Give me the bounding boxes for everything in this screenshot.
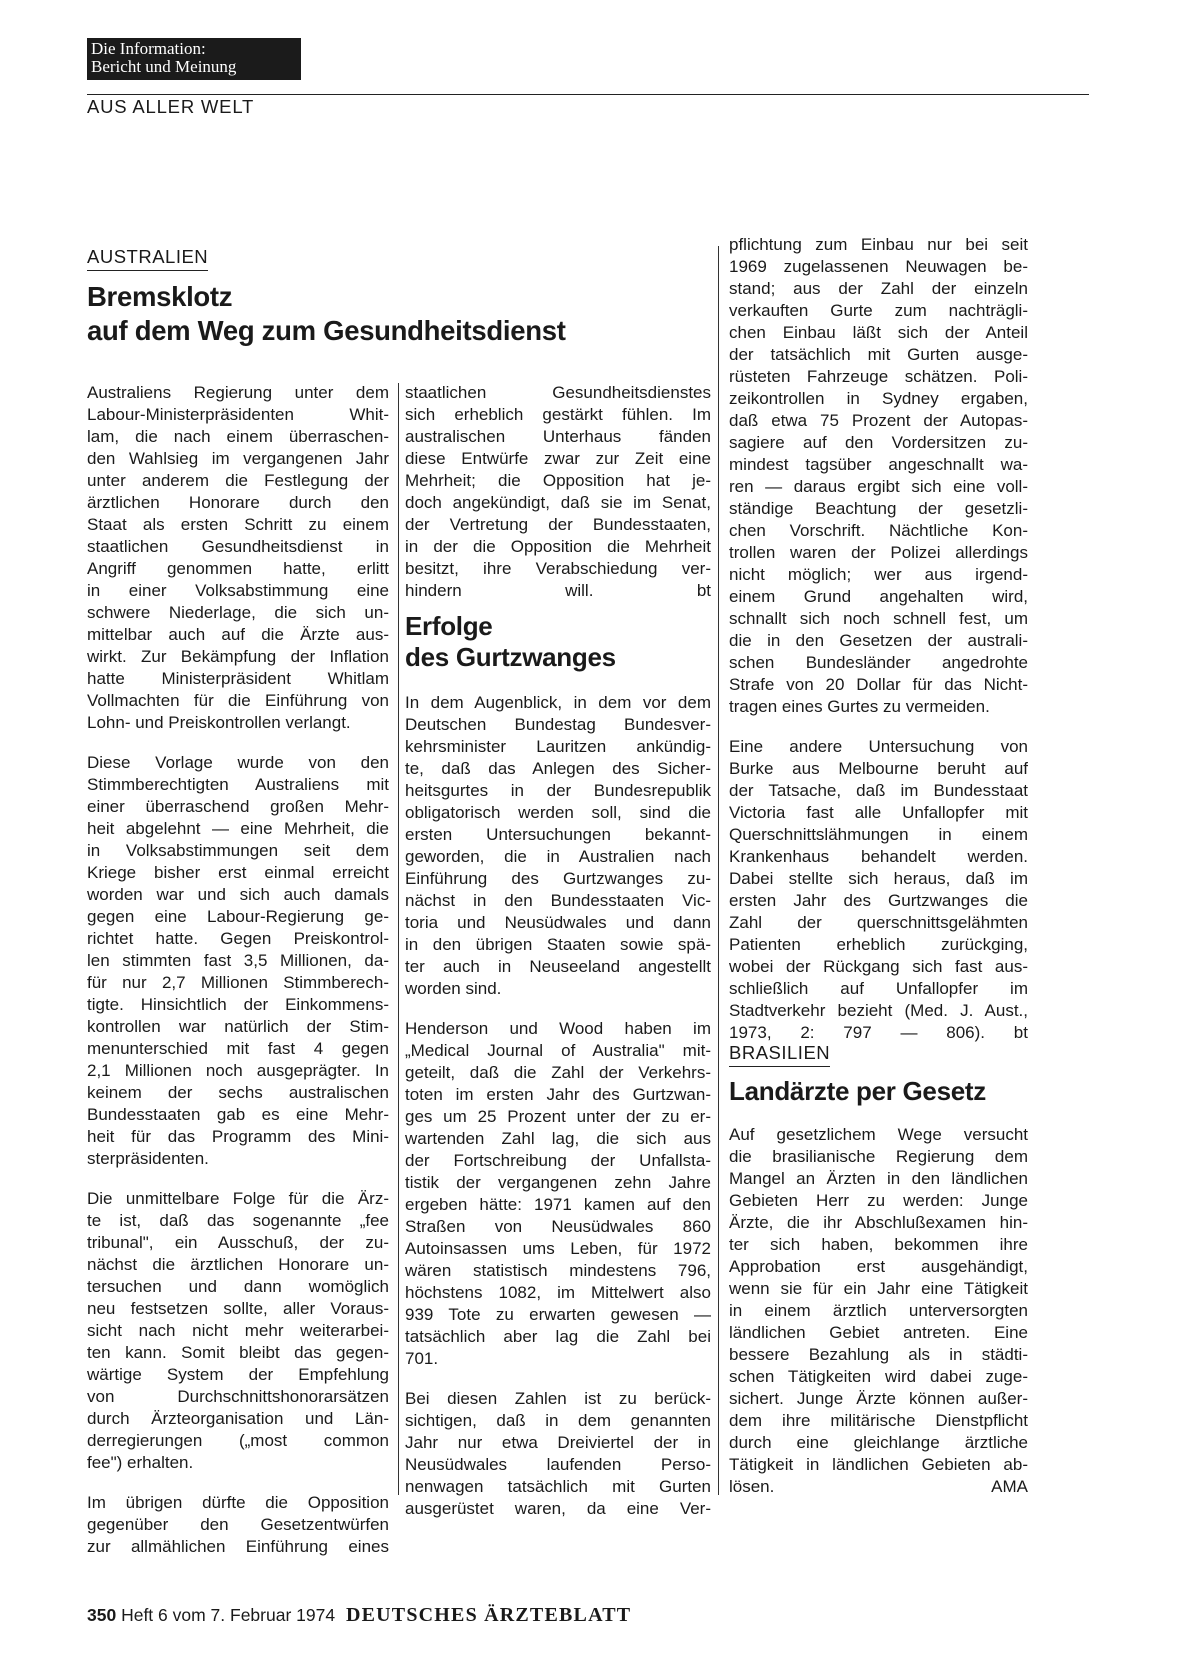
section-heading: AUS ALLER WELT (87, 96, 255, 117)
text-line: menunterschied mit fast 4 gegen (87, 1039, 389, 1058)
text-line: in der die Opposition die Mehrheit (405, 537, 711, 556)
text-line: richtet hatte. Gegen Preiskontrol- (87, 929, 389, 948)
text-line: Krankenhaus behandelt werden. (729, 847, 1028, 866)
column-2 (405, 382, 711, 620)
column-3 (729, 234, 1028, 1062)
text-line: durch Ärzteorganisation und Län- (87, 1409, 389, 1428)
text-line: doch angekündigt, daß sie im Senat, (405, 493, 711, 512)
text-line: durch eine gleichlange ärztliche (729, 1433, 1028, 1452)
text-line: Straßen von Neusüdwales 860 (405, 1217, 711, 1236)
text-line: kehrsminister Lauritzen ankündig- (405, 737, 711, 756)
text-line: tragen eines Gurtes zu vermeiden. (729, 697, 990, 716)
text-line: Autoinsassen ums Leben, für 1972 (405, 1239, 711, 1258)
text-line: sicht nach nicht mehr weiterarbei- (87, 1321, 389, 1340)
text-line: Im übrigen dürfte die Opposition (87, 1493, 389, 1512)
text-line: zur allmählichen Einführung eines (87, 1537, 389, 1556)
paragraph (87, 1492, 389, 1558)
article-title-gurtzwang (405, 611, 616, 673)
text-line: sich erheblich gestärkt fühlen. Im (405, 405, 711, 424)
text-line: gegenüber den Gesetzentwürfen (87, 1515, 389, 1534)
last-line-text: 1973, 2: 797 — 806). (729, 1023, 985, 1042)
article-title-bremsklotz (87, 280, 566, 348)
text-line: heit für das Programm des Mini- (87, 1127, 389, 1146)
text-line: ersten Untersuchungen bekannt- (405, 825, 711, 844)
paragraph (405, 692, 711, 1000)
paragraph (405, 382, 711, 602)
paragraph (87, 1188, 389, 1474)
text-line: schen Bundesländer angedrohte (729, 653, 1028, 672)
text-line: zeikontrollen in Sydney ergaben, (729, 389, 1028, 408)
text-line: diese Entwürfe zwar zur Zeit eine (405, 449, 711, 468)
text-line: in einem ärztlich unterversorgten (729, 1301, 1028, 1320)
column-3-continued (729, 1124, 1028, 1516)
text-line: der tatsächlich mit Gurten ausge- (729, 345, 1028, 364)
text-line: heit abgelehnt — eine Mehrheit, die (87, 819, 389, 838)
text-line: Stimmberechtigten Australiens mit (87, 775, 389, 794)
text-line: bessere Bezahlung als in städti- (729, 1345, 1028, 1364)
kicker-australien: AUSTRALIEN (87, 246, 208, 271)
text-line: der Tatsache, daß im Bundesstaat (729, 781, 1028, 800)
text-line: ständige Beachtung der gesetzli- (729, 499, 1028, 518)
paragraph (729, 234, 1028, 718)
text-line: in Volksabstimmungen seit dem (87, 841, 389, 860)
text-line: in einer Volksabstimmung eine (87, 581, 389, 600)
text-line: dem ihre militärische Dienstpflicht (729, 1411, 1028, 1430)
column-2-continued (405, 692, 711, 1538)
last-line-text: lösen. (729, 1477, 775, 1496)
text-line: Bei diesen Zahlen ist zu berück- (405, 1389, 711, 1408)
text-line: daß etwa 75 Prozent der Autopas- (729, 411, 1028, 430)
text-line: ergeben hätte: 1971 kamen auf den (405, 1195, 711, 1214)
text-line: Zahl der querschnittsgelähmten (729, 913, 1028, 932)
text-line: den Wahlsieg im vergangenen Jahr (87, 449, 389, 468)
text-line: nenwagen tatsächlich mit Gurten (405, 1477, 711, 1496)
text-line: wobei der Rückgang sich fast aus- (729, 957, 1028, 976)
signature-line (729, 1476, 1028, 1498)
text-line: Diese Vorlage wurde von den (87, 753, 389, 772)
text-line: sagiere auf den Vordersitzen zu- (729, 433, 1028, 452)
text-line: lam, die nach einem überraschen- (87, 427, 389, 446)
text-line: die brasilianische Regierung dem (729, 1147, 1028, 1166)
page-footer (87, 1604, 631, 1627)
text-line: Strafe von 20 Dollar für das Nicht- (729, 675, 1028, 694)
text-line: tigte. Hinsichtlich der Einkommens- (87, 995, 389, 1014)
text-line: höchstens 1082, im Mittelwert also (405, 1283, 711, 1302)
text-line: Querschnittslähmungen in einem (729, 825, 1028, 844)
badge-line-1: Die Information: (91, 39, 206, 58)
text-line: Ärzte, die ihr Abschlußexamen hin- (729, 1213, 1028, 1232)
text-line: Labour-Ministerpräsidenten Whit- (87, 405, 389, 424)
text-line: einer überraschend großen Mehr- (87, 797, 389, 816)
title-line-1: Bremsklotz (87, 281, 233, 312)
text-line: Mehrheit; die Opposition hat je- (405, 471, 711, 490)
text-line: geteilt, daß die Zahl der Verkehrs- (405, 1063, 711, 1082)
text-line: nicht möglich; wer aus irgend- (729, 565, 1028, 584)
text-line: tatsächlich aber lag die Zahl bei (405, 1327, 711, 1346)
column-1 (87, 382, 389, 1576)
text-line: geworden, die in Australien nach (405, 847, 711, 866)
author-signature: bt (1013, 1023, 1028, 1042)
title-line-1: Erfolge (405, 611, 493, 641)
text-line: Dabei stellte sich heraus, daß im (729, 869, 1028, 888)
title-line-2: auf dem Weg zum Gesundheitsdienst (87, 315, 566, 346)
text-line: 1969 zugelassenen Neuwagen be- (729, 257, 1028, 276)
signature-line (405, 580, 711, 602)
text-line: in den übrigen Staaten sowie spä- (405, 935, 711, 954)
column-rule-2 (718, 246, 719, 1495)
paragraph (729, 736, 1028, 1044)
badge-line-2: Bericht und Meinung (91, 57, 237, 76)
text-line: worden sind. (405, 979, 502, 998)
text-line: die in den Gesetzen der australi- (729, 631, 1028, 650)
text-line: unter anderem die Festlegung der (87, 471, 389, 490)
text-line: toria und Neusüdwales und dann (405, 913, 711, 932)
text-line: einem Grund angehalten wird, (729, 587, 1028, 606)
text-line: australischen Unterhaus fänden (405, 427, 711, 446)
publication-badge (87, 38, 301, 80)
text-line: ländlichen Gebiet antreten. Eine (729, 1323, 1028, 1342)
text-line: worden war und sich auch damals (87, 885, 389, 904)
text-line: wenn sie für ein Jahr eine Tätigkeit (729, 1279, 1028, 1298)
text-line: verkauften Gurte zum nachträgli- (729, 301, 1028, 320)
text-line: rüsteten Fahrzeuge schätzen. Poli- (729, 367, 1028, 386)
text-line: schen Tätigkeiten wird dabei zuge- (729, 1367, 1028, 1386)
text-line: der Fortschreibung der Unfallsta- (405, 1151, 711, 1170)
text-line: ersten Jahr des Gurtzwanges die (729, 891, 1028, 910)
signature-line (729, 1022, 1028, 1044)
text-line: te, daß das Anlegen des Sicher- (405, 759, 711, 778)
text-line: ter sich haben, bekommen ihre (729, 1235, 1028, 1254)
text-line: Victoria fast alle Unfallopfer mit (729, 803, 1028, 822)
text-line: ter auch in Neuseeland angestellt (405, 957, 711, 976)
text-line: te ist, daß das sogenannte „fee (87, 1211, 389, 1230)
text-line: Approbation erst ausgehändigt, (729, 1257, 1028, 1276)
text-line: Neusüdwales laufenden Perso- (405, 1455, 711, 1474)
text-line: mittelbar auch auf die Ärzte aus- (87, 625, 389, 644)
text-line: sichtigen, daß in dem genannten (405, 1411, 711, 1430)
paragraph (87, 752, 389, 1170)
author-signature: bt (696, 581, 711, 600)
text-line: keinem der sechs australischen (87, 1083, 389, 1102)
text-line: Henderson und Wood haben im (405, 1019, 711, 1038)
text-line: 939 Tote zu erwarten gewesen — (405, 1305, 711, 1324)
text-line: chen Vorschrift. Nächtliche Kon- (729, 521, 1028, 540)
text-line: chen Einbau läßt sich der Anteil (729, 323, 1028, 342)
text-line: hatte Ministerpräsident Whitlam (87, 669, 389, 688)
text-line: heitsgurtes in der Bundesrepublik (405, 781, 711, 800)
text-line: Einführung des Gurtzwanges zu- (405, 869, 711, 888)
text-line: toten im ersten Jahr des Gurtzwan- (405, 1085, 711, 1104)
text-line: für nur 2,7 Millionen Stimmberech- (87, 973, 389, 992)
text-line: Lohn- und Preiskontrollen verlangt. (87, 713, 351, 732)
text-line: ten kann. Somit bleibt das gegen- (87, 1343, 389, 1362)
text-line: tersuchen und dann womöglich (87, 1277, 389, 1296)
text-line: Die unmittelbare Folge für die Ärz- (87, 1189, 389, 1208)
text-line: stand; aus der Zahl der einzeln (729, 279, 1028, 298)
text-line: In dem Augenblick, in dem vor dem (405, 693, 711, 712)
text-line: trollen waren der Polizei allerdings (729, 543, 1028, 562)
text-line: fee") erhalten. (87, 1453, 194, 1472)
page-number: 350 (87, 1605, 117, 1625)
text-line: kontrollen war natürlich der Stim- (87, 1017, 389, 1036)
title-line-2: des Gurtzwanges (405, 642, 616, 672)
text-line: Auf gesetzlichem Wege versucht (729, 1125, 1028, 1144)
text-line: der Vertretung der Bundesstaaten, (405, 515, 711, 534)
text-line: ren — daraus ergibt sich eine voll- (729, 477, 1028, 496)
text-line: wartenden Zahl lag, die sich aus (405, 1129, 711, 1148)
text-line: Deutschen Bundestag Bundesver- (405, 715, 711, 734)
paragraph (405, 1018, 711, 1370)
text-line: staatlichen Gesundheitsdienstes (405, 383, 711, 402)
text-line: Jahr nur etwa Dreiviertel der in (405, 1433, 711, 1452)
text-line: Stadtverkehr bezieht (Med. J. Aust., (729, 1001, 1028, 1020)
paragraph (405, 1388, 711, 1520)
text-line: tribunal", ein Ausschuß, der zu- (87, 1233, 389, 1252)
text-line: pflichtung zum Einbau nur bei seit (729, 235, 1028, 254)
text-line: 701. (405, 1349, 439, 1368)
text-line: Vollmachten für die Einführung von (87, 691, 389, 710)
text-line: besitzt, ihre Verabschiedung ver- (405, 559, 711, 578)
paragraph-body (405, 382, 711, 580)
column-rule-1 (398, 383, 399, 1495)
text-line: ärztlichen Honorare durch den (87, 493, 389, 512)
header-rule (87, 94, 1089, 95)
text-line: ges um 25 Prozent unter der zu er- (405, 1107, 711, 1126)
text-line: Burke aus Melbourne beruht auf (729, 759, 1028, 778)
text-line: mindest tagsüber angeschnallt wa- (729, 455, 1028, 474)
text-line: Angriff genommen hatte, erlitt (87, 559, 389, 578)
text-line: Staat als ersten Schritt zu einem (87, 515, 389, 534)
text-line: neu festsetzen sollte, aller Voraus- (87, 1299, 389, 1318)
text-line: gegen eine Labour-Regierung ge- (87, 907, 389, 926)
issue-info: Heft 6 vom 7. Februar 1974 (121, 1605, 336, 1625)
last-line-text: hindern will. (405, 581, 594, 600)
text-line: sterpräsidenten. (87, 1149, 209, 1168)
author-signature: AMA (991, 1477, 1028, 1496)
text-line: Kriege bisher erst einmal erreicht (87, 863, 389, 882)
text-line: wirkt. Zur Bekämpfung der Inflation (87, 647, 389, 666)
article-title-landaerzte: Landärzte per Gesetz (729, 1076, 986, 1106)
text-line: Australiens Regierung unter dem (87, 383, 389, 402)
text-line: 2,1 Millionen noch ausgeprägter. In (87, 1061, 389, 1080)
text-line: staatlichen Gesundheitsdienst in (87, 537, 389, 556)
text-line: tistik der vergangenen zehn Jahre (405, 1173, 711, 1192)
text-line: ausgerüstet waren, da eine Ver- (405, 1499, 711, 1518)
text-line: „Medical Journal of Australia" mit- (405, 1041, 711, 1060)
text-line: obligatorisch werden soll, sind die (405, 803, 711, 822)
text-line: Mangel an Ärzten in den ländlichen (729, 1169, 1028, 1188)
text-line: Gebieten Herr zu werden: Junge (729, 1191, 1028, 1210)
paragraph (87, 382, 389, 734)
text-line: nächst die ärztlichen Honorare un- (87, 1255, 389, 1274)
text-line: Tätigkeit in ländlichen Gebieten ab- (729, 1455, 1028, 1474)
paragraph (729, 1124, 1028, 1498)
text-line: Bundesstaaten gab es eine Mehr- (87, 1105, 389, 1124)
paragraph-body (729, 1124, 1028, 1476)
text-line: von Durchschnittshonorarsätzen (87, 1387, 389, 1406)
kicker-brasilien: BRASILIEN (729, 1042, 830, 1067)
text-line: wärtige System der Empfehlung (87, 1365, 389, 1384)
text-line: schnallt sich noch schnell fest, um (729, 609, 1028, 628)
text-line: wären statistisch mindestens 796, (405, 1261, 711, 1280)
text-line: derregierungen („most common (87, 1431, 389, 1450)
text-line: sichert. Junge Ärzte können außer- (729, 1389, 1028, 1408)
text-line: Eine andere Untersuchung von (729, 737, 1028, 756)
text-line: schwere Niederlage, die sich un- (87, 603, 389, 622)
text-line: schließlich auf Unfallopfer im (729, 979, 1028, 998)
journal-name: DEUTSCHES ÄRZTEBLATT (345, 1604, 632, 1626)
paragraph-body (729, 736, 1028, 1022)
text-line: len stimmten fast 3,5 Millionen, da- (87, 951, 389, 970)
text-line: Patienten erheblich zurückging, (729, 935, 1028, 954)
text-line: nächst in den Bundesstaaten Vic- (405, 891, 711, 910)
